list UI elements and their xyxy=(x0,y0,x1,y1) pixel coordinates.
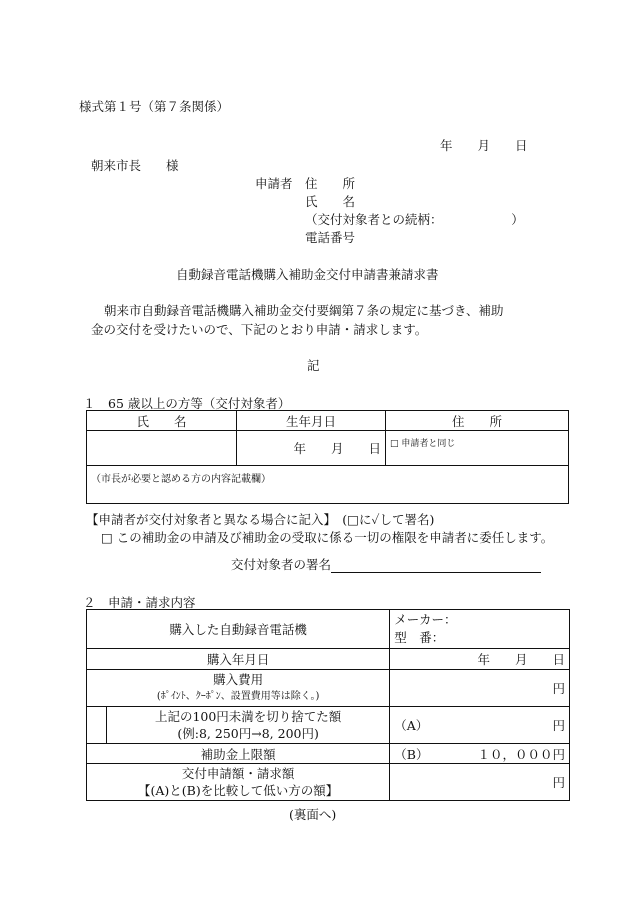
section2-table xyxy=(86,609,570,801)
delegation-heading: 【申請者が交付対象者と異なる場合に記入】 (□に✓して署名) xyxy=(86,512,435,527)
maker-label: メーカー： xyxy=(394,612,457,627)
footer-next-page: (裏面へ) xyxy=(289,807,337,822)
applicant-phone-label: 電話番号 xyxy=(305,230,356,245)
device-label: 購入した自動録音電話機 xyxy=(87,610,390,649)
applicant-label: 申請者 xyxy=(255,176,293,191)
request-label-cell xyxy=(87,764,390,801)
ki-heading: 記 xyxy=(307,358,320,373)
addressee: 朝来市長 様 xyxy=(91,158,179,173)
signature-label: 交付対象者の署名 xyxy=(231,557,332,572)
rounded-label: 上記の100円未満を切り捨てた額 xyxy=(154,709,342,724)
rounded-label-cell xyxy=(107,707,390,744)
rounded-example: (例:8, 250円→8, 200円) xyxy=(177,726,319,741)
mayor-note-cell[interactable] xyxy=(87,466,569,504)
cost-label-cell xyxy=(87,670,390,707)
b-mark: （B） xyxy=(394,746,429,762)
limit-value: １０，０００円 xyxy=(477,746,565,762)
col-address-header: 住 所 xyxy=(386,411,569,431)
model-label: 型 番： xyxy=(394,630,445,645)
applicant-relation: （交付対象者との続柄： ） xyxy=(305,212,524,227)
col-name-header: 氏 名 xyxy=(87,411,237,431)
request-label: 交付申請額・請求額 xyxy=(181,766,295,781)
limit-cell xyxy=(390,744,570,764)
body-text-2: 金の交付を受けたいので、下記のとおり申請・請求します。 xyxy=(91,322,428,337)
purchase-date-label: 購入年月日 xyxy=(87,649,390,670)
section1-table xyxy=(86,410,569,504)
a-mark: （A） xyxy=(394,718,429,733)
cost-cell[interactable]: 円 xyxy=(390,670,570,707)
col-dob-header: 生年月日 xyxy=(237,411,386,431)
body-text-1: 朝来市自動録音電話機購入補助金交付要綱第７条の規定に基づき、補助 xyxy=(104,303,504,318)
address-cell[interactable] xyxy=(386,431,569,466)
cost-note: (ﾎﾟｲﾝﾄ、ｸｰﾎﾟﾝ、設置費用等は除く。) xyxy=(156,691,320,702)
purchase-date-cell[interactable]: 年 月 日 xyxy=(390,649,570,670)
signature-row xyxy=(231,555,541,573)
date-line: 年 月 日 xyxy=(440,138,528,153)
dob-cell[interactable]: 年 月 日 xyxy=(237,431,386,466)
section1-heading: １ 65 歳以上の方等（交付対象者） xyxy=(83,396,291,411)
request-note: 【(A)と(B)を比較して低い方の額】 xyxy=(138,783,339,798)
request-cell[interactable]: 円 xyxy=(390,764,570,801)
rounded-yen: 円 xyxy=(552,718,565,733)
document-title: 自動録音電話機購入補助金交付申請書兼請求書 xyxy=(176,267,439,282)
applicant-address-label: 住 所 xyxy=(305,176,356,191)
signature-line[interactable] xyxy=(331,558,541,573)
device-cell[interactable] xyxy=(390,610,570,649)
limit-label: 補助金上限額 xyxy=(87,744,390,764)
form-number: 様式第１号（第７条関係） xyxy=(79,99,230,114)
applicant-name-label: 氏 名 xyxy=(305,194,356,209)
delegation-checkbox[interactable]: □ この補助金の申請及び補助金の受取に係る一切の権限を申請者に委任します。 xyxy=(101,530,554,545)
mayor-note: （市長が必要と認める方の内容記載欄） xyxy=(91,474,271,485)
rounded-cell[interactable] xyxy=(390,707,570,744)
cost-label: 購入費用 xyxy=(213,672,264,687)
name-cell[interactable] xyxy=(87,431,237,466)
section2-heading: ２ 申請・請求内容 xyxy=(83,595,196,610)
same-as-applicant-checkbox[interactable]: □ 申請者と同じ xyxy=(390,439,456,449)
